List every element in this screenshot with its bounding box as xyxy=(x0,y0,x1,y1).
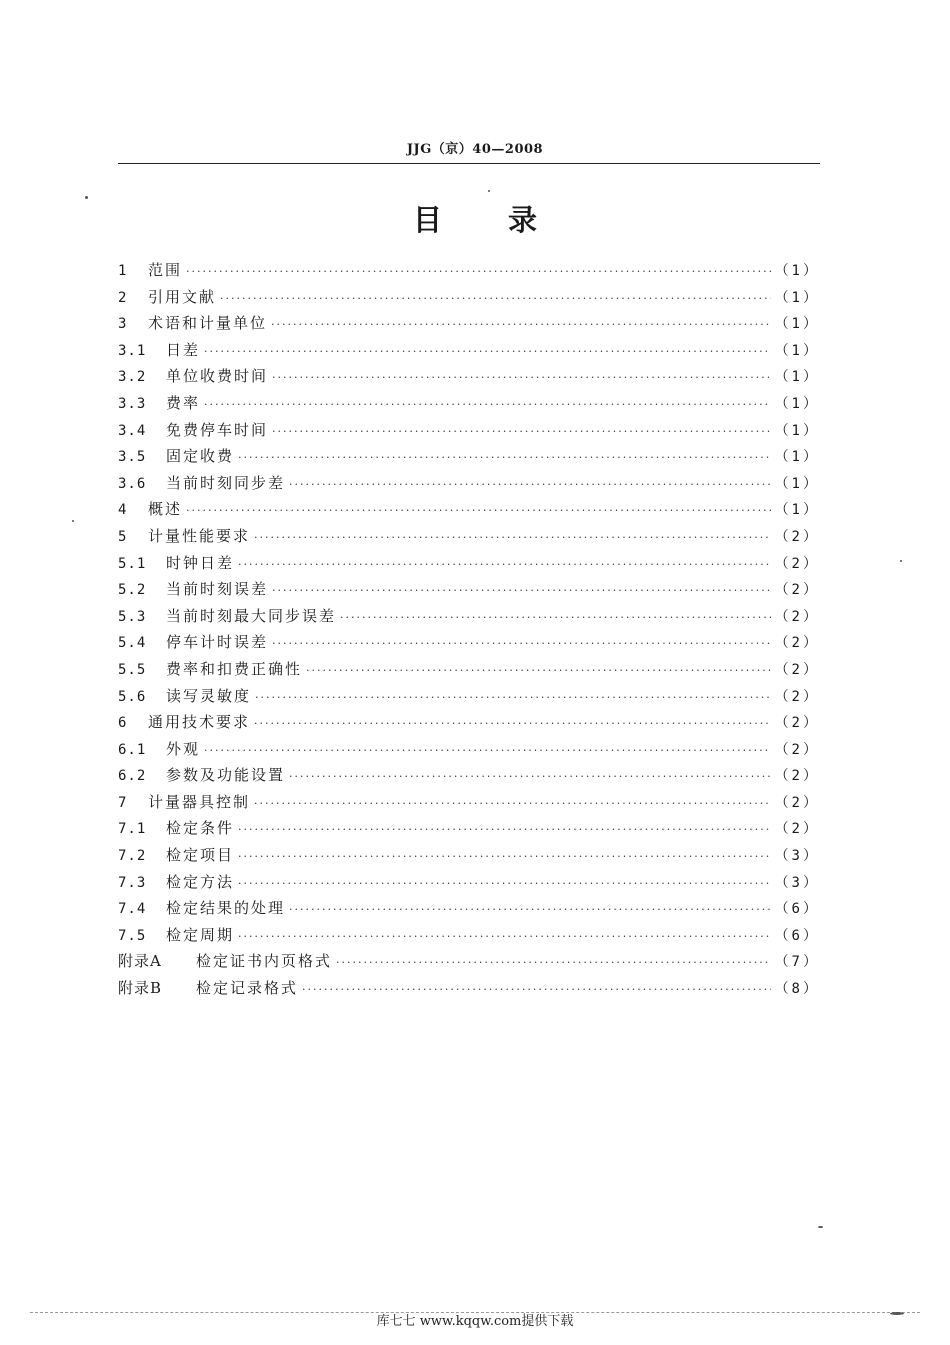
toc-entry-number: 3.2 xyxy=(118,369,147,386)
toc-entry-page: （2） xyxy=(774,608,820,625)
toc-entry-title: 单位收费时间 xyxy=(166,367,269,386)
toc-entry[interactable] xyxy=(118,656,820,683)
toc-dot-leader xyxy=(238,552,771,579)
toc-entry-title: 计量器具控制 xyxy=(148,792,251,811)
toc-dot-leader xyxy=(272,419,771,446)
toc-dot-leader xyxy=(272,631,771,658)
toc-entry-page: （2） xyxy=(774,821,820,838)
toc-dot-leader xyxy=(306,658,771,685)
toc-entry-page: （6） xyxy=(774,927,820,944)
toc-entry-number: 3 xyxy=(118,316,128,333)
toc-dot-leader xyxy=(238,817,771,844)
footer-watermark xyxy=(0,1310,950,1329)
toc-entry-title: 停车计时误差 xyxy=(166,633,269,652)
toc-entry-page: （1） xyxy=(774,449,820,466)
toc-entry-title: 参数及功能设置 xyxy=(166,766,286,785)
toc-entry-title: 当前时刻误差 xyxy=(166,580,269,599)
toc-entry-number: 4 xyxy=(118,502,128,519)
toc-entry[interactable] xyxy=(118,975,820,1002)
toc-entry[interactable] xyxy=(118,629,820,656)
toc-entry-title: 当前时刻最大同步误差 xyxy=(166,606,337,625)
toc-entry-page: （8） xyxy=(774,981,820,998)
toc-dot-leader xyxy=(255,685,771,712)
toc-entry-number: 附录B xyxy=(118,979,163,998)
toc-entry[interactable] xyxy=(118,869,820,896)
toc-dot-leader xyxy=(204,392,771,419)
toc-entry[interactable] xyxy=(118,257,820,284)
toc-entry-title: 检定条件 xyxy=(166,819,235,838)
toc-entry[interactable] xyxy=(118,895,820,922)
toc-entry-number: 7.5 xyxy=(118,927,147,944)
toc-entry[interactable] xyxy=(118,284,820,311)
toc-dot-leader xyxy=(186,498,771,525)
toc-entry-title: 引用文献 xyxy=(148,287,217,306)
toc-entry-title: 费率 xyxy=(166,393,201,412)
toc-entry-page: （1） xyxy=(774,263,820,279)
toc-entry-number: 3.4 xyxy=(118,422,147,439)
toc-entry-title: 免费停车时间 xyxy=(166,420,269,439)
toc-entry[interactable] xyxy=(118,603,820,630)
toc-entry-number: 3.1 xyxy=(118,342,147,359)
toc-entry-page: （2） xyxy=(774,555,820,572)
toc-entry-page: （7） xyxy=(774,954,820,971)
toc-entry-page: （1） xyxy=(774,502,820,519)
toc-entry-page: （3） xyxy=(774,848,820,865)
toc-entry-number: 7.3 xyxy=(118,874,147,891)
toc-entry[interactable] xyxy=(118,443,820,470)
toc-dot-leader xyxy=(238,844,771,871)
toc-entry-page: （2） xyxy=(774,715,820,732)
toc-entry-title: 外观 xyxy=(166,739,201,758)
toc-entry-title: 读写灵敏度 xyxy=(166,686,252,705)
toc-entry-number: 3.6 xyxy=(118,475,147,492)
toc-dot-leader xyxy=(238,871,771,898)
toc-entry-page: （1） xyxy=(774,289,820,306)
toc-dot-leader xyxy=(340,605,771,632)
toc-entry-number: 6 xyxy=(118,715,128,732)
toc-entry[interactable] xyxy=(118,576,820,603)
toc-entry-number: 5.6 xyxy=(118,688,147,705)
toc-entry[interactable] xyxy=(118,496,820,523)
toc-entry-title: 时钟日差 xyxy=(166,553,235,572)
toc-entry-page: （1） xyxy=(774,395,820,412)
toc-entry-page: （1） xyxy=(774,342,820,359)
toc-entry-title: 概述 xyxy=(148,500,183,519)
toc-dot-leader xyxy=(272,365,771,392)
toc-entry[interactable] xyxy=(118,337,820,364)
page-title: 目录 xyxy=(412,203,603,237)
toc-entry-page: （1） xyxy=(774,316,820,333)
toc-entry[interactable] xyxy=(118,683,820,710)
toc-dot-leader xyxy=(204,339,771,366)
toc-dot-leader xyxy=(238,445,771,472)
toc-entry-number: 2 xyxy=(118,289,128,306)
toc-entry-page: （2） xyxy=(774,635,820,652)
scan-speck xyxy=(818,1226,823,1228)
toc-entry-title: 术语和计量单位 xyxy=(148,314,268,333)
toc-entry-number: 3.5 xyxy=(118,449,147,466)
toc-dot-leader xyxy=(254,791,771,818)
toc-entry[interactable] xyxy=(118,709,820,736)
toc-dot-leader xyxy=(289,897,771,924)
scan-speck xyxy=(900,560,902,562)
toc-entry-title: 日差 xyxy=(166,340,201,359)
toc-entry[interactable] xyxy=(118,789,820,816)
toc-entry-title: 检定方法 xyxy=(166,872,235,891)
standard-code: JJG（京）40—2008 xyxy=(406,142,544,157)
toc-entry-number: 6.2 xyxy=(118,768,147,785)
toc-entry[interactable] xyxy=(118,948,820,975)
toc-entry-number: 7 xyxy=(118,794,128,811)
toc-entry-page: （1） xyxy=(774,422,820,439)
toc-entry-number: 7.2 xyxy=(118,848,147,865)
toc-entry[interactable] xyxy=(118,390,820,417)
toc-entry-title: 当前时刻同步差 xyxy=(166,473,286,492)
toc-entry-number: 6.1 xyxy=(118,741,147,758)
scan-speck xyxy=(488,190,490,192)
toc-entry-title: 检定结果的处理 xyxy=(166,899,286,918)
toc-dot-leader xyxy=(272,578,771,605)
toc-entry-page: （2） xyxy=(774,768,820,785)
toc-dot-leader xyxy=(238,924,771,951)
scan-speck xyxy=(72,520,74,522)
toc-dot-leader xyxy=(220,286,771,313)
toc-entry[interactable] xyxy=(118,417,820,444)
scan-speck xyxy=(890,1312,904,1315)
toc-entry[interactable] xyxy=(118,363,820,390)
toc-dot-leader xyxy=(186,259,771,286)
toc-dot-leader xyxy=(254,525,771,552)
header-divider xyxy=(118,163,820,164)
toc-entry-page: （2） xyxy=(774,794,820,811)
toc-entry-number: 5.3 xyxy=(118,608,147,625)
toc-entry-page: （2） xyxy=(774,688,820,705)
toc-entry-title: 检定证书内页格式 xyxy=(196,952,333,971)
toc-dot-leader xyxy=(271,312,771,339)
toc-entry[interactable] xyxy=(118,470,820,497)
toc-entry-number: 5.5 xyxy=(118,661,147,678)
toc-dot-leader xyxy=(204,738,771,765)
toc-entry-page: （1） xyxy=(774,369,820,386)
toc-entry-page: （1） xyxy=(774,475,820,492)
toc-entry-title: 检定项目 xyxy=(166,846,235,865)
toc-entry[interactable] xyxy=(118,310,820,337)
toc-entry-page: （2） xyxy=(774,582,820,599)
toc-entry-title: 通用技术要求 xyxy=(148,713,251,732)
toc-entry-page: （6） xyxy=(774,901,820,918)
toc-entry-number: 5.1 xyxy=(118,555,147,572)
toc-entry-number: 5.2 xyxy=(118,582,147,599)
toc-entry-title: 检定记录格式 xyxy=(196,979,299,998)
toc-entry-number: 3.3 xyxy=(118,395,147,412)
toc-entry-page: （2） xyxy=(774,528,820,545)
toc-entry-title: 费率和扣费正确性 xyxy=(166,659,303,678)
toc-dot-leader xyxy=(302,977,771,1004)
scan-speck xyxy=(85,196,88,199)
toc-entry-number: 附录A xyxy=(118,952,162,971)
toc-entry-number: 5 xyxy=(118,528,128,545)
toc-entry[interactable] xyxy=(118,736,820,763)
toc-entry-number: 1 xyxy=(118,263,128,279)
toc-entry-page: （2） xyxy=(774,741,820,758)
toc-dot-leader xyxy=(336,950,771,977)
toc-dot-leader xyxy=(254,711,771,738)
toc-entry-number: 5.4 xyxy=(118,635,147,652)
toc-entry[interactable] xyxy=(118,762,820,789)
toc-entry-number: 7.4 xyxy=(118,901,147,918)
toc-entry-title: 检定周期 xyxy=(166,925,235,944)
toc-entry-title: 计量性能要求 xyxy=(148,526,251,545)
toc-dot-leader xyxy=(289,472,771,499)
toc-entry[interactable] xyxy=(118,842,820,869)
toc-entry[interactable] xyxy=(118,815,820,842)
toc-entry-page: （2） xyxy=(774,661,820,678)
toc-entry[interactable] xyxy=(118,523,820,550)
toc-entry-title: 固定收费 xyxy=(166,447,235,466)
table-of-contents xyxy=(118,257,820,1002)
toc-entry-page: （3） xyxy=(774,874,820,891)
toc-entry-number: 7.1 xyxy=(118,821,147,838)
toc-entry-title: 范围 xyxy=(148,261,183,279)
toc-dot-leader xyxy=(289,764,771,791)
toc-entry[interactable] xyxy=(118,550,820,577)
toc-entry[interactable] xyxy=(118,922,820,949)
watermark-text: 库七七 www.kqqw.com提供下载 xyxy=(371,1314,580,1329)
